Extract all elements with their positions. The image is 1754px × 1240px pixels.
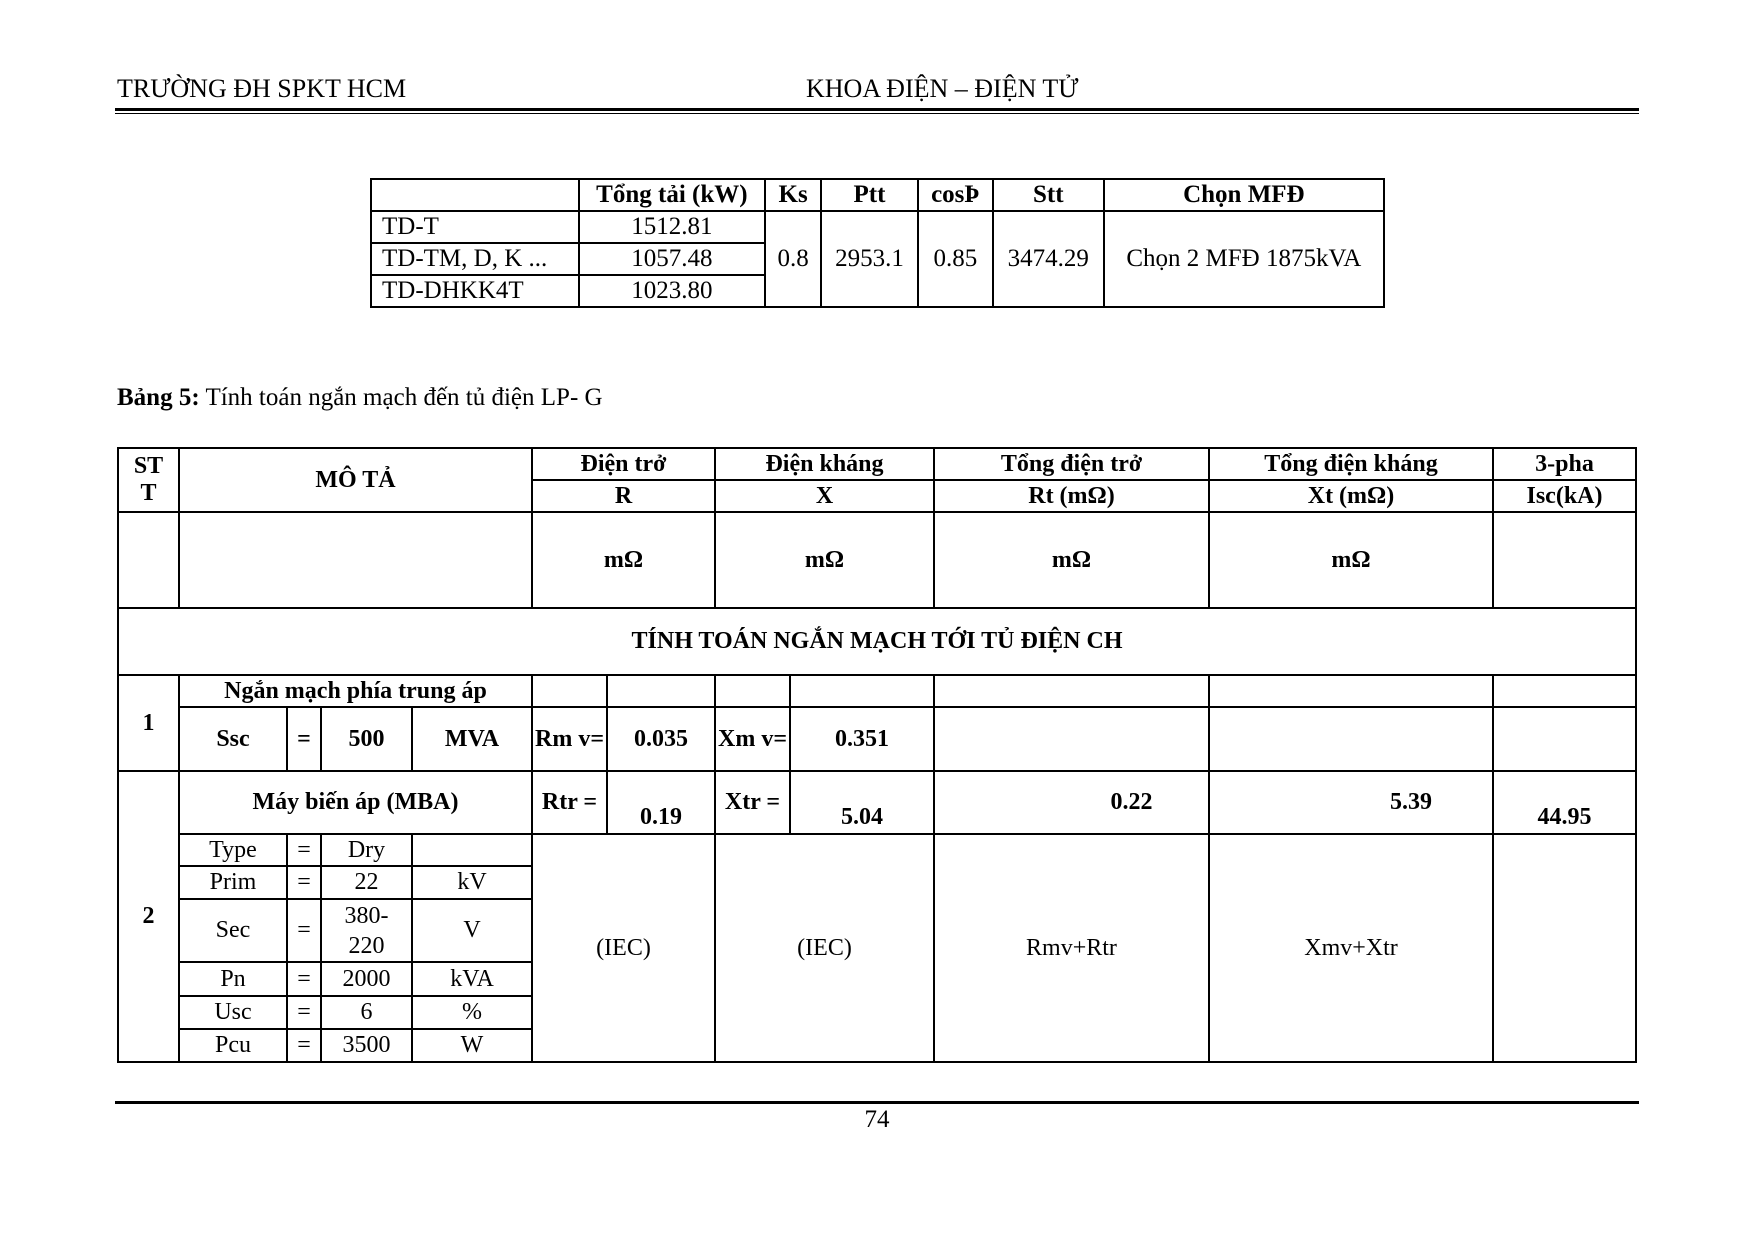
table-row bbox=[371, 211, 1384, 243]
table-caption bbox=[117, 384, 603, 412]
x-value: 0.351 bbox=[790, 707, 934, 771]
param-value: 500 bbox=[321, 707, 412, 771]
param-value: 2000 bbox=[321, 962, 412, 996]
empty-cell bbox=[1493, 834, 1636, 1062]
header-cell: cosÞ bbox=[918, 179, 993, 211]
param-unit bbox=[412, 834, 532, 866]
empty-cell bbox=[179, 512, 532, 608]
row-load: 1512.81 bbox=[579, 211, 766, 243]
empty-cell bbox=[934, 707, 1209, 771]
x-value: 5.04 bbox=[790, 771, 934, 834]
rt-unit: mΩ bbox=[934, 512, 1209, 608]
header-cell: Ks bbox=[765, 179, 821, 211]
param-unit: % bbox=[412, 996, 532, 1029]
page-number: 74 bbox=[864, 1106, 890, 1133]
r-header: Điện trở bbox=[532, 448, 715, 480]
param-name: Prim bbox=[179, 866, 287, 899]
header-cell: Chọn MFĐ bbox=[1104, 179, 1384, 211]
caption-text: Tính toán ngắn mạch đến tủ điện LP- G bbox=[199, 384, 603, 411]
empty-cell bbox=[118, 512, 179, 608]
row-name: TD-DHKK4T bbox=[371, 275, 579, 307]
empty-cell bbox=[1209, 707, 1493, 771]
row-name: TD-TM, D, K ... bbox=[371, 243, 579, 275]
empty-cell bbox=[607, 675, 715, 707]
short-circuit-table bbox=[117, 447, 1637, 1063]
param-eq: = bbox=[287, 996, 321, 1029]
param-eq: = bbox=[287, 834, 321, 866]
header-cell: Stt bbox=[993, 179, 1104, 211]
r-unit: mΩ bbox=[532, 512, 715, 608]
param-value: 3500 bbox=[321, 1029, 412, 1062]
r-value: 0.035 bbox=[607, 707, 715, 771]
stt-value: 3474.29 bbox=[993, 211, 1104, 307]
param-eq: = bbox=[287, 1029, 321, 1062]
empty-cell bbox=[532, 675, 607, 707]
x-method: (IEC) bbox=[715, 834, 934, 1062]
param-unit: kV bbox=[412, 866, 532, 899]
r-label: Rm v= bbox=[532, 707, 607, 771]
cos-value: 0.85 bbox=[918, 211, 993, 307]
empty-cell bbox=[715, 675, 790, 707]
isc-subheader: Isc(kA) bbox=[1493, 480, 1636, 512]
param-row bbox=[118, 834, 1636, 866]
ks-value: 0.8 bbox=[765, 211, 821, 307]
x-label: Xm v= bbox=[715, 707, 790, 771]
xt-unit: mΩ bbox=[1209, 512, 1493, 608]
param-eq: = bbox=[287, 866, 321, 899]
x-subheader: X bbox=[715, 480, 934, 512]
desc-header: MÔ TẢ bbox=[179, 448, 532, 512]
generator-sizing-table bbox=[370, 178, 1385, 308]
r-subheader: R bbox=[532, 480, 715, 512]
row-load: 1023.80 bbox=[579, 275, 766, 307]
param-eq: = bbox=[287, 962, 321, 996]
header-cell: Ptt bbox=[821, 179, 918, 211]
param-name: Sec bbox=[179, 899, 287, 962]
table-header-row bbox=[371, 179, 1384, 211]
param-eq: = bbox=[287, 707, 321, 771]
empty-cell bbox=[1493, 675, 1636, 707]
param-name: Usc bbox=[179, 996, 287, 1029]
param-unit: V bbox=[412, 899, 532, 962]
xt-header: Tổng điện kháng bbox=[1209, 448, 1493, 480]
xt-value: 5.39 bbox=[1209, 771, 1493, 834]
param-name: Ssc bbox=[179, 707, 287, 771]
row-title: Ngắn mạch phía trung áp bbox=[179, 675, 532, 707]
empty-cell bbox=[934, 675, 1209, 707]
param-value: 22 bbox=[321, 866, 412, 899]
header-rule bbox=[115, 108, 1639, 111]
footer-rule bbox=[115, 1101, 1639, 1104]
generator-choice: Chọn 2 MFĐ 1875kVA bbox=[1104, 211, 1384, 307]
isc-header: 3-pha bbox=[1493, 448, 1636, 480]
param-name: Pcu bbox=[179, 1029, 287, 1062]
table-row bbox=[118, 771, 1636, 834]
empty-cell bbox=[790, 675, 934, 707]
param-unit: MVA bbox=[412, 707, 532, 771]
param-unit: W bbox=[412, 1029, 532, 1062]
xt-formula: Xmv+Xtr bbox=[1209, 834, 1493, 1062]
param-value: 6 bbox=[321, 996, 412, 1029]
table-header-row bbox=[118, 448, 1636, 480]
caption-label: Bảng 5: bbox=[117, 384, 200, 411]
empty-cell bbox=[1493, 512, 1636, 608]
param-eq: = bbox=[287, 899, 321, 962]
param-value: 380- 220 bbox=[321, 899, 412, 962]
table-row bbox=[118, 675, 1636, 707]
header-faculty: KHOA ĐIỆN – ĐIỆN TỬ bbox=[806, 74, 1079, 103]
empty-cell bbox=[1493, 707, 1636, 771]
row-load: 1057.48 bbox=[579, 243, 766, 275]
param-name: Pn bbox=[179, 962, 287, 996]
row-number: 1 bbox=[118, 675, 179, 771]
param-name: Type bbox=[179, 834, 287, 866]
param-unit: kVA bbox=[412, 962, 532, 996]
rt-value: 0.22 bbox=[934, 771, 1209, 834]
isc-value: 44.95 bbox=[1493, 771, 1636, 834]
header-rule-thin bbox=[115, 113, 1639, 114]
header-cell bbox=[371, 179, 579, 211]
row-name: TD-T bbox=[371, 211, 579, 243]
section-title: TÍNH TOÁN NGẮN MẠCH TỚI TỦ ĐIỆN CH bbox=[118, 608, 1636, 675]
rt-subheader: Rt (mΩ) bbox=[934, 480, 1209, 512]
ptt-value: 2953.1 bbox=[821, 211, 918, 307]
r-label: Rtr = bbox=[532, 771, 607, 834]
row-title: Máy biến áp (MBA) bbox=[179, 771, 532, 834]
header-school: TRƯỜNG ĐH SPKT HCM bbox=[117, 74, 407, 103]
x-unit: mΩ bbox=[715, 512, 934, 608]
rt-header: Tổng điện trở bbox=[934, 448, 1209, 480]
empty-cell bbox=[1209, 675, 1493, 707]
table-row bbox=[118, 707, 1636, 771]
header-cell: Tổng tải (kW) bbox=[579, 179, 766, 211]
row-number: 2 bbox=[118, 771, 179, 1062]
param-value: Dry bbox=[321, 834, 412, 866]
r-method: (IEC) bbox=[532, 834, 715, 1062]
xt-subheader: Xt (mΩ) bbox=[1209, 480, 1493, 512]
x-label: Xtr = bbox=[715, 771, 790, 834]
stt-header: ST T bbox=[118, 448, 179, 512]
units-row bbox=[118, 512, 1636, 608]
r-value: 0.19 bbox=[607, 771, 715, 834]
x-header: Điện kháng bbox=[715, 448, 934, 480]
rt-formula: Rmv+Rtr bbox=[934, 834, 1209, 1062]
section-row bbox=[118, 608, 1636, 675]
